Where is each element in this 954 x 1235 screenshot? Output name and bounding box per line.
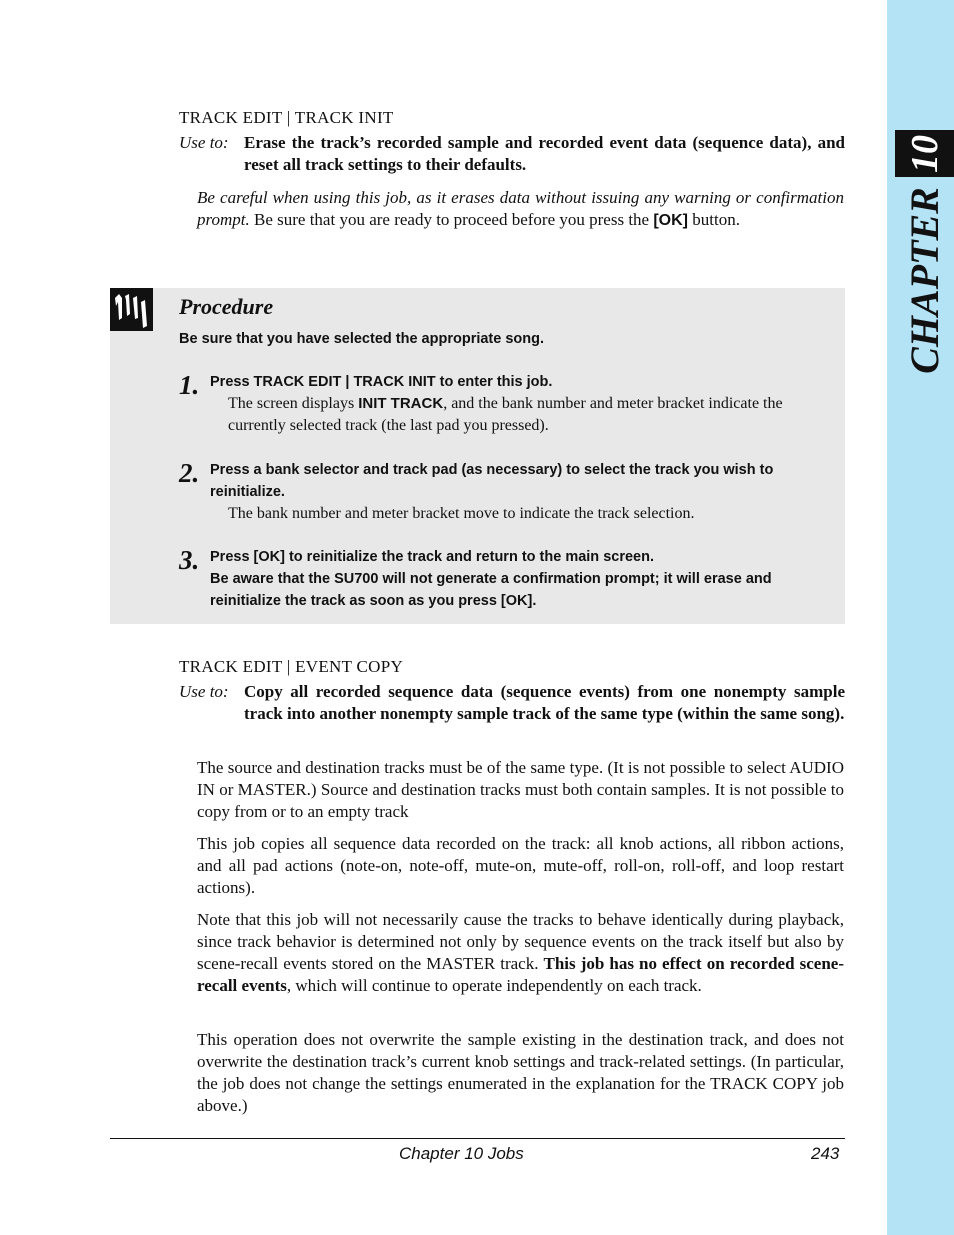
- paragraph-text: Note that this job will not necessarily cause the tracks to behave identically during playback, since track behavior is determined not only by sequence events on the track itself but also by scene-recall events stored on the MASTER track.: [197, 910, 844, 973]
- useto-text: Copy all recorded sequence data (sequence events) from one nonempty sample track into another nonempty sample track of the same type (within the same song).: [244, 682, 845, 723]
- chapter-number: 10: [903, 134, 946, 173]
- step-number: 2.: [179, 458, 200, 488]
- step-desc-text: The screen displays: [228, 395, 359, 412]
- warning-text-end: button.: [688, 210, 740, 229]
- warning-paragraph: [197, 187, 844, 232]
- step-warning: Be aware that the SU700 will not generate a confirmation prompt; it will erase and reinitialize the track as soon as you press [OK].: [210, 571, 772, 609]
- procedure-step: [210, 459, 836, 525]
- procedure-box: [110, 288, 845, 624]
- step-description: [210, 393, 836, 437]
- step-instruction: Press [OK] to reinitialize the track and return to the main screen.: [210, 549, 654, 565]
- useto-event-copy: [179, 681, 845, 725]
- chapter-number-tab: [895, 130, 954, 177]
- step-instruction: Press TRACK EDIT | TRACK INIT to enter this job.: [210, 374, 553, 390]
- chapter-label-box: [895, 186, 954, 374]
- footer-chapter: Chapter 10 Jobs: [399, 1144, 524, 1163]
- warning-italic: Be careful when using this job, as it erases data without issuing any warning or confirmation prompt.: [197, 188, 844, 229]
- section-heading-track-init: TRACK EDIT | TRACK INIT: [179, 108, 394, 127]
- step-desc-bold: INIT TRACK: [358, 395, 444, 412]
- paragraph: The source and destination tracks must be of the same type. (It is not possible to select AUDIO IN or MASTER.) Source and destination tracks must both contain samples. It is not possible to copy from or to an empty track: [197, 758, 844, 821]
- procedure-note: Be sure that you have selected the appropriate song.: [179, 331, 545, 347]
- page-number: 243: [811, 1144, 840, 1163]
- step-description: The bank number and meter bracket move to indicate the track selection.: [228, 505, 695, 522]
- step-desc-text-end: , and the bank number and meter bracket indicate the currently selected track (the last pad you pressed).: [228, 395, 783, 434]
- step-instruction: Press a bank selector and track pad (as necessary) to select the track you wish to reinitialize.: [210, 462, 774, 500]
- paragraph: This operation does not overwrite the sample existing in the destination track, and does not overwrite the destination track’s current knob settings and track-related settings. (In particular, the job does not change the settings enumerated in the explanation for the TRACK COPY job above.): [197, 1030, 844, 1115]
- chapter-sidebar: [887, 0, 954, 1235]
- step-number: 1.: [179, 370, 200, 400]
- section-heading-event-copy: TRACK EDIT | EVENT COPY: [179, 657, 404, 676]
- warning-text: Be sure that you are ready to proceed before you press the: [249, 210, 654, 229]
- paragraph-bold: This job has no effect on recorded scene-recall events: [197, 954, 844, 995]
- useto-text: Erase the track’s recorded sample and recorded event data (sequence data), and reset all track settings to their defaults.: [244, 133, 845, 174]
- procedure-step: [210, 546, 836, 612]
- step-number: 3.: [179, 545, 200, 575]
- ok-label: [OK]: [653, 212, 688, 229]
- useto-label: Use to:: [179, 133, 229, 152]
- footer-rule: [110, 1138, 845, 1139]
- paragraph: This job copies all sequence data recorded on the track: all knob actions, all ribbon actions, and all pad actions (note-on, note-off, mute-on, mute-off, roll-on, roll-off, and loop restart actions).: [197, 834, 844, 897]
- procedure-title: Procedure: [179, 294, 274, 319]
- paragraph: [197, 909, 844, 997]
- paragraph-text-end: , which will continue to operate independently on each track.: [286, 976, 702, 995]
- useto-track-init: [179, 132, 845, 176]
- hand-icon: [110, 288, 153, 331]
- chapter-label: CHAPTER: [902, 186, 948, 374]
- procedure-step: [210, 371, 836, 437]
- useto-label: Use to:: [179, 682, 229, 701]
